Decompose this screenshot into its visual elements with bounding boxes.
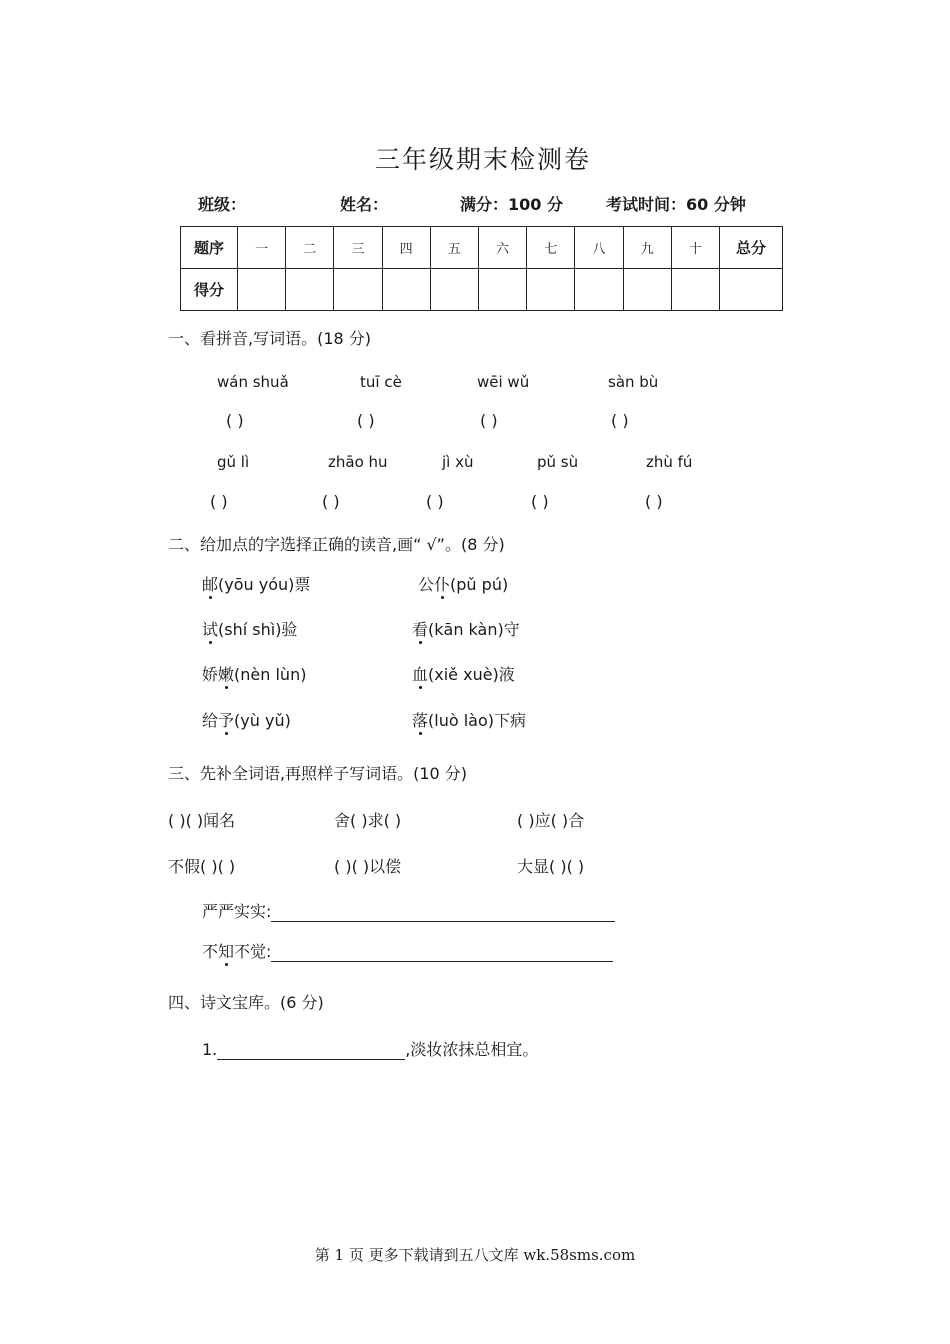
answer-blank[interactable]: ( ) [480, 411, 498, 430]
answer-blank[interactable]: ( ) [531, 492, 549, 511]
reading-item[interactable]: 娇嫩(nèn lùn) [202, 662, 306, 685]
score-col: 十 [671, 227, 719, 269]
score-col: 九 [623, 227, 671, 269]
section3-heading: 三、先补全词语,再照样子写词语。(10 分) [168, 764, 468, 783]
score-col: 七 [527, 227, 575, 269]
dotted-char: 看 [412, 617, 428, 640]
reading-item[interactable]: 邮(yōu yóu)票 [202, 572, 310, 595]
idiom-blank[interactable]: ( )( )闻名 [168, 811, 236, 830]
score-table-header-row [181, 227, 783, 269]
student-info [0, 192, 950, 214]
reading-item[interactable]: 血(xiě xuè)液 [412, 662, 515, 685]
answer-blank[interactable]: ( ) [322, 492, 340, 511]
name-label: 姓名： [340, 195, 389, 214]
dotted-char: 予 [218, 708, 234, 731]
pinyin-item: wēi wǔ [477, 373, 530, 391]
score-cell[interactable] [527, 269, 575, 311]
section2-heading: 二、给加点的字选择正确的读音,画“ √”。(8 分) [168, 535, 505, 554]
score-table-score-row [181, 269, 783, 311]
answer-blank[interactable]: ( ) [226, 411, 244, 430]
reading-item[interactable]: 给予(yù yǔ) [202, 708, 291, 731]
pinyin-item: zhāo hu [328, 453, 388, 471]
pinyin-item: gǔ lì [217, 453, 250, 471]
dotted-char: 血 [412, 662, 428, 685]
reading-item[interactable]: 看(kān kàn)守 [412, 617, 520, 640]
score-cell[interactable] [238, 269, 286, 311]
score-header-label: 题序 [181, 227, 238, 269]
dotted-char: 知 [218, 939, 234, 962]
class-label: 班级： [198, 195, 247, 214]
section4-heading: 四、诗文宝库。(6 分) [168, 993, 324, 1012]
score-col: 五 [430, 227, 478, 269]
dotted-char: 邮 [202, 572, 218, 595]
score-cell[interactable] [671, 269, 719, 311]
dotted-char: 嫩 [218, 662, 234, 685]
score-col: 四 [382, 227, 430, 269]
example-line-1[interactable]: 严严实实: [202, 899, 615, 922]
score-cell[interactable] [720, 269, 783, 311]
reading-item[interactable]: 落(luò lào)下病 [412, 708, 526, 731]
score-cell[interactable] [382, 269, 430, 311]
pinyin-item: wán shuǎ [217, 373, 289, 391]
poem-question-1[interactable]: 1. ,淡妆浓抹总相宜。 [202, 1040, 539, 1059]
score-col: 六 [478, 227, 526, 269]
example-line-2[interactable]: 不知不觉: [202, 939, 613, 962]
idiom-blank[interactable]: ( )应( )合 [517, 811, 585, 830]
idiom-blank[interactable]: 舍( )求( ) [334, 811, 402, 830]
dotted-char: 试 [202, 617, 218, 640]
score-col: 三 [334, 227, 382, 269]
score-table [180, 226, 783, 311]
score-cell[interactable] [575, 269, 623, 311]
score-total-label: 总分 [720, 227, 783, 269]
score-col: 二 [286, 227, 334, 269]
dotted-char: 落 [412, 708, 428, 731]
pinyin-item: zhù fú [646, 453, 693, 471]
score-cell[interactable] [430, 269, 478, 311]
page-title: 三年级期末检测卷 [374, 145, 591, 174]
answer-blank[interactable]: ( ) [611, 411, 629, 430]
answer-blank[interactable]: ( ) [210, 492, 228, 511]
section1-heading: 一、看拼音,写词语。(18 分) [168, 329, 372, 348]
answer-blank[interactable]: ( ) [645, 492, 663, 511]
answer-line[interactable] [217, 1044, 405, 1060]
score-cell[interactable] [623, 269, 671, 311]
pinyin-item: sàn bù [608, 373, 659, 391]
full-score: 满分：100 分 [460, 195, 563, 214]
exam-time: 考试时间：60 分钟 [606, 195, 746, 214]
pinyin-item: pǔ sù [537, 453, 579, 471]
idiom-blank[interactable]: 大显( )( ) [517, 857, 585, 876]
answer-line[interactable] [271, 946, 613, 962]
pinyin-item: tuī cè [360, 373, 402, 391]
answer-line[interactable] [271, 906, 615, 922]
page-footer: 第 1 页 更多下载请到五八文库 wk.58sms.com [314, 1246, 636, 1264]
answer-blank[interactable]: ( ) [426, 492, 444, 511]
idiom-blank[interactable]: ( )( )以偿 [334, 857, 402, 876]
score-cell[interactable] [334, 269, 382, 311]
dotted-char: 仆 [434, 572, 450, 595]
pinyin-item: jì xù [442, 453, 474, 471]
score-cell[interactable] [478, 269, 526, 311]
score-cell[interactable] [286, 269, 334, 311]
answer-blank[interactable]: ( ) [357, 411, 375, 430]
reading-item[interactable]: 试(shí shì)验 [202, 617, 297, 640]
score-row-label: 得分 [181, 269, 238, 311]
score-col: 八 [575, 227, 623, 269]
reading-item[interactable]: 公仆(pǔ pú) [418, 572, 508, 595]
score-col: 一 [238, 227, 286, 269]
idiom-blank[interactable]: 不假( )( ) [168, 857, 236, 876]
